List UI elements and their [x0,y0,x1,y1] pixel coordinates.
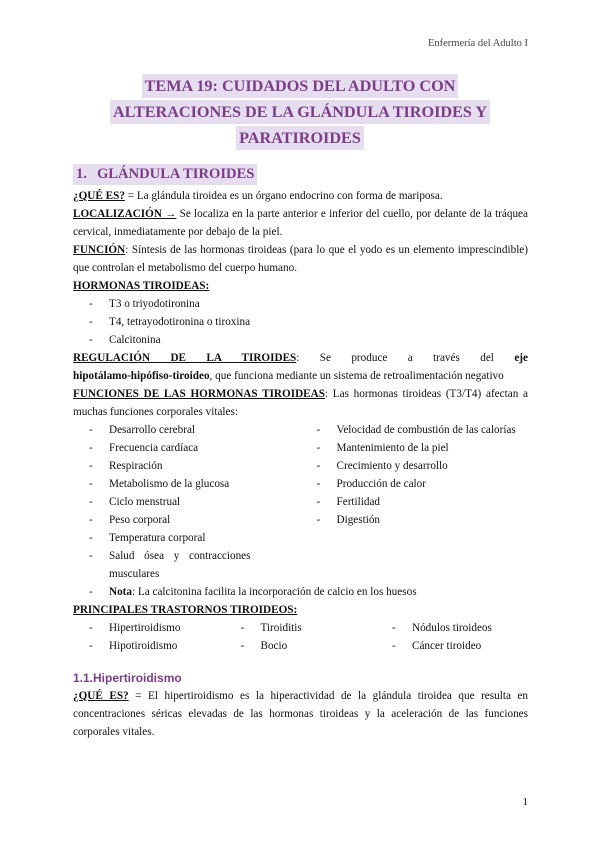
list-item: - Temperatura corporal [89,529,301,547]
funciones-text: : Las hormonas tiroideas (T3/T4) afectan a muchas funciones corporales vitales: [73,388,528,418]
list-item: - Fertilidad [317,493,529,511]
list-item: - Producción de calor [317,475,529,493]
trastornos-list-col1 [73,619,225,655]
hormonas-list [73,295,528,349]
list-item: - Peso corporal [89,511,301,529]
hormonas-heading: HORMONAS TIROIDEAS: [73,280,210,292]
list-item: - Calcitonina [89,331,528,349]
eje-label: eje [514,352,528,364]
list-item: - Tiroiditis [241,619,377,637]
list-item: - Ciclo menstrual [89,493,301,511]
localizacion-paragraph [73,205,528,241]
trastornos-list-col3 [376,619,528,655]
section-heading-glandula-tiroides [73,164,257,185]
localizacion-text: Se localiza en la parte anterior e inferior del cuello, por delante de la tráquea cervical, inmediatamente por debajo de la piel. [73,208,528,238]
que-es-text: = La glándula tiroidea es un órgano endocrino con forma de mariposa. [124,190,443,202]
trastornos-heading: PRINCIPALES TRASTORNOS TIROIDEOS: [73,604,298,616]
list-item: - Crecimiento y desarrollo [317,457,529,475]
nota-text: : La calcitonina facilita la incorporación de calcio en los huesos [132,586,417,598]
list-item: - Nódulos tiroideos [392,619,528,637]
nota-label: Nota [109,586,132,598]
document-body [73,164,528,741]
list-item: - Cáncer tiroideo [392,637,528,655]
list-item: - Velocidad de combustión de las calorías [317,421,529,439]
section-number: 1. [76,166,87,182]
eje-rest: hipotálamo-hipófiso-tiroideo [73,370,210,382]
trastornos-list-col2 [225,619,377,655]
regulacion-text: , que funciona mediante un sistema de retroalimentación negativo [209,370,504,382]
nota-item [89,583,528,601]
funcion-label: FUNCIÓN [73,244,126,256]
funcion-text: : Síntesis de las hormonas tiroideas (para lo que el yodo es un elemento imprescindible) que controlan el metabolismo del cuerpo humano. [73,244,528,274]
que-es-text: = El hipertiroidismo es la hiperactividad de la glándula tiroidea que resulta en concentraciones séricas elevadas de las hormonas tiroideas y la aceleración de las funciones corporales vitales. [73,690,528,738]
funciones-label: FUNCIONES DE LAS HORMONAS TIROIDEAS [73,388,325,400]
list-item: - Salud ósea y contracciones musculares [89,547,301,583]
funciones-list-right [301,421,529,583]
list-item: - Metabolismo de la glucosa [89,475,301,493]
title-line-2: ALTERACIONES DE LA GLÁNDULA TIROIDES Y [110,100,490,124]
title-line-1: TEMA 19: CUIDADOS DEL ADULTO CON [142,74,459,98]
list-item: - T3 o triyodotironina [89,295,528,313]
arrow-right-icon: → [165,208,177,220]
page-number: 1 [522,796,528,808]
localizacion-label: LOCALIZACIÓN → [73,208,177,220]
list-item: - Hipotiroidismo [89,637,225,655]
regulacion-paragraph: REGULACIÓN DE LA TIROIDES: Se produce a través del eje hipotálamo-hipófiso-tiroideo, que funciona mediante un sistema de retroalimentación negativo [73,352,528,382]
list-item: - T4, tetrayodotironina o tiroxina [89,313,528,331]
funciones-paragraph [73,385,528,421]
hipertiroidismo-paragraph [73,687,528,741]
list-item: - Frecuencia cardíaca [89,439,301,457]
list-item: - Mantenimiento de la piel [317,439,529,457]
trastornos-lists [73,619,528,655]
section-title: GLÁNDULA TIROIDES [96,166,255,182]
list-item: - Bocio [241,637,377,655]
que-es-label: ¿QUÉ ES? [73,690,129,702]
list-item: - Digestión [317,511,529,529]
document-title [0,74,600,152]
regulacion-label: REGULACIÓN DE LA TIROIDES [73,352,297,364]
subsection-heading-hipertiroidismo: 1.1.Hipertiroidismo [73,671,182,685]
nota-list [73,583,528,601]
que-es-paragraph [73,187,528,205]
title-line-3: PARATIROIDES [236,126,364,150]
list-item: - Desarrollo cerebral [89,421,301,439]
que-es-label: ¿QUÉ ES? [73,190,125,202]
running-header: Enfermería del Adulto I [427,38,528,49]
funciones-list-left [73,421,301,583]
funciones-lists [73,421,528,583]
funcion-paragraph [73,241,528,277]
list-item: - Hipertiroidismo [89,619,225,637]
list-item: - Respiración [89,457,301,475]
